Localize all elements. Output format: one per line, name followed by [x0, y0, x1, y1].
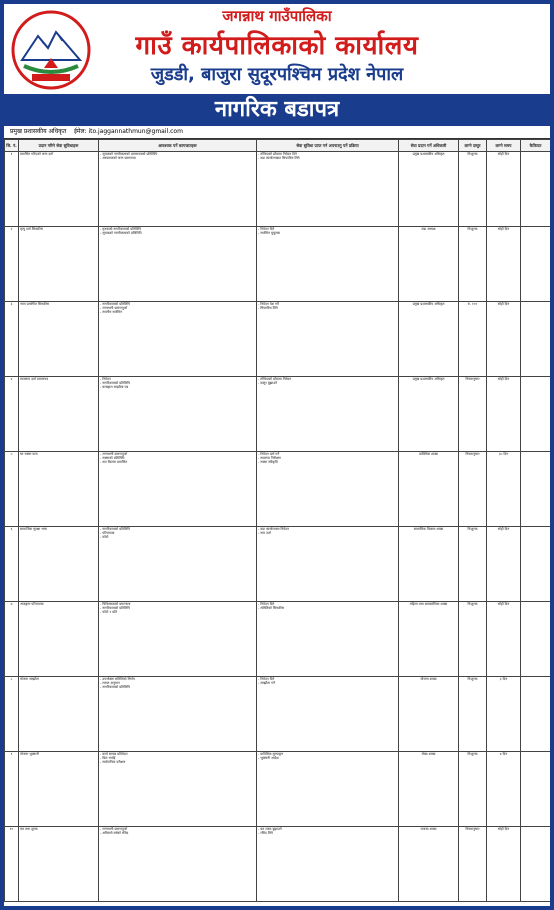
note [521, 302, 551, 377]
service-name: योजना भुक्तानी [19, 752, 99, 827]
officers-line [4, 126, 550, 139]
document-item: - परिचयपत्र [100, 531, 115, 535]
service-name: प्रमाणित गरिएको जन्म दर्ता [19, 152, 99, 227]
info-officer: प्रमुख प्रशासकीय अधिकृत [10, 128, 67, 135]
process-item: - रसिद लिने [258, 831, 273, 835]
process-item: - कर रकम बुझाउने [258, 827, 282, 831]
service-officer: वडा अध्यक्ष [399, 227, 459, 302]
column-header: कैफियत [521, 140, 551, 152]
document-item: - स्थानीय सर्जमिन [100, 310, 122, 314]
document-item: - नागरिकताको प्रतिलिपि [100, 302, 130, 306]
service-name: नाता प्रमाणित सिफारिस [19, 302, 99, 377]
row-number: ८ [5, 677, 19, 752]
service-officer: लेखा शाखा [399, 752, 459, 827]
service-officer: प्रमुख प्रशासकीय अधिकृत [399, 152, 459, 227]
process-item: - दस्तुर बुझाउने [258, 381, 277, 385]
table-row [5, 302, 551, 377]
row-number: १० [5, 827, 19, 902]
fee: निःशुल्क [459, 677, 487, 752]
document-item: - जग्गाधनी प्रमाणपुर्जा [100, 827, 128, 831]
email-label: ईमेल: [73, 128, 87, 135]
table-row [5, 527, 551, 602]
service-name: कर तथा शुल्क [19, 827, 99, 902]
note [521, 452, 551, 527]
fee: निःशुल्क [459, 602, 487, 677]
fee: नियमानुसार [459, 827, 487, 902]
process-item: - निवेदन दर्ता गर्ने [258, 452, 280, 456]
row-number: ५ [5, 452, 19, 527]
service-officer: योजना शाखा [399, 677, 459, 752]
office-name: गाउँ कार्यपालिकाको कार्यालय [135, 31, 419, 61]
document-item: - सुचकको नागरिकताको प्रमाणपत्रको प्रतिलिपि [100, 152, 158, 156]
service-name: व्यवसाय दर्ता प्रमाणपत्र [19, 377, 99, 452]
note [521, 752, 551, 827]
service-name: योजना सम्झौता [19, 677, 99, 752]
column-header: सेवा सुविधा प्राप्त गर्न अपनाउनु पर्ने प्रक्रिया [257, 140, 399, 152]
required-documents [99, 302, 257, 377]
process-item: - नक्सा स्वीकृति [258, 460, 278, 464]
process-item: - निवेदन दिने [258, 227, 275, 231]
fee: निःशुल्क [459, 227, 487, 302]
note [521, 152, 551, 227]
process-item: - निवेदन दिने [258, 602, 275, 606]
row-number: ४ [5, 377, 19, 452]
office-address: जुडडी, बाजुरा सुदूरपश्चिम प्रदेश नेपाल [150, 64, 404, 85]
process-item: - समितिको सिफारिस [258, 606, 285, 610]
note [521, 602, 551, 677]
required-documents [99, 227, 257, 302]
document-item: - नागरिकताको प्रतिलिपि [100, 527, 130, 531]
municipality-name: जगन्नाथ गाउँपालिका [222, 7, 332, 25]
time: ३५ दिन [487, 452, 521, 527]
row-number: ३ [5, 302, 19, 377]
time: सोही दिन [487, 302, 521, 377]
time: ३ दिन [487, 677, 521, 752]
time: सोही दिन [487, 827, 521, 902]
time: सोही दिन [487, 527, 521, 602]
required-documents [99, 452, 257, 527]
required-documents [99, 827, 257, 902]
row-number: ९ [5, 752, 19, 827]
note [521, 827, 551, 902]
table-row [5, 827, 551, 902]
document-item: - नागरिकताको प्रतिलिपि [100, 381, 130, 385]
document-item: - चिकित्सकको प्रमाणपत्र [100, 602, 131, 606]
row-number: ६ [5, 527, 19, 602]
column-header: सि. नं. [5, 140, 19, 152]
fee: निःशुल्क [459, 527, 487, 602]
email-value: ito.jaggannathmun@gmail.com [88, 128, 183, 135]
document-item: - बिल भर्पाई [100, 756, 116, 760]
document-item: - नागरिकताको प्रतिलिपि [100, 685, 130, 689]
note [521, 527, 551, 602]
table-body [5, 152, 551, 902]
fee: निःशुल्क [459, 752, 487, 827]
process-item: - निवेदन दिने [258, 677, 275, 681]
document-item: - फोटो २ प्रति [100, 610, 118, 614]
row-number: १ [5, 152, 19, 227]
service-name: मृत्यु दर्ता सिफारिस [19, 227, 99, 302]
document-item: - नागरिकताको प्रतिलिपि [100, 606, 130, 610]
document-item: - फोटो [100, 535, 109, 539]
process-item: - स्थलगत निरीक्षण [258, 456, 281, 460]
table-row [5, 377, 551, 452]
column-header: आवश्यक पर्ने कागजातहरू [99, 140, 257, 152]
table-row [5, 677, 551, 752]
process-steps [257, 527, 399, 602]
column-header: सेवा प्रदान गर्ने अधिकारी [399, 140, 459, 152]
process-steps [257, 227, 399, 302]
document-item: - नक्साको प्रतिलिपि [100, 456, 125, 460]
document-item: - कार्य सम्पन्न प्रतिवेदन [100, 752, 128, 756]
process-item: - सर्जमिन मुचुल्का [258, 231, 281, 235]
note [521, 677, 551, 752]
process-item: - सिफारिस लिने [258, 306, 278, 310]
document-item: - मृतकको नागरिकताको प्रतिलिपि [100, 227, 142, 231]
required-documents [99, 152, 257, 227]
process-item: - भुक्तानी आदेश [258, 756, 279, 760]
column-header: प्रदान गरिने सेवा सुविधाहरू [19, 140, 99, 152]
note [521, 377, 551, 452]
document-item: - जग्गाधनी प्रमाणपुर्जा [100, 452, 128, 456]
process-item: - तोकिएको ढाँचामा निवेदन [258, 377, 292, 381]
document-item: - लागत अनुमान [100, 681, 120, 685]
row-number: ७ [5, 602, 19, 677]
services-table [4, 139, 551, 902]
service-name: अपाङ्गता परिचयपत्र [19, 602, 99, 677]
required-documents [99, 377, 257, 452]
service-name: सामाजिक सुरक्षा भत्ता [19, 527, 99, 602]
time: ७ दिन [487, 752, 521, 827]
time: सोही दिन [487, 377, 521, 452]
service-officer: प्रमुख प्रशासकीय अधिकृत [399, 302, 459, 377]
process-item: - वडा कार्यालयमा निवेदन [258, 527, 289, 531]
required-documents [99, 677, 257, 752]
process-item: - नाम दर्ता [258, 531, 271, 535]
document-item: - जग्गाधनी प्रमाणपुर्जा [100, 306, 128, 310]
process-steps [257, 752, 399, 827]
service-officer: राजस्व शाखा [399, 827, 459, 902]
document-item: - अस्पतालको जन्म प्रमाणपत्र [100, 156, 136, 160]
service-officer: प्रमुख प्रशासकीय अधिकृत [399, 377, 459, 452]
column-header: लाग्ने समय [487, 140, 521, 152]
document-item: - सार्वजनिक परीक्षण [100, 760, 126, 764]
document-item: - निवेदन [100, 377, 111, 381]
page-title-banner: नागरिक बडापत्र [4, 94, 550, 126]
fee: नियमानुसार [459, 452, 487, 527]
required-documents [99, 527, 257, 602]
document-item: - चार किल्ला प्रमाणित [100, 460, 128, 464]
required-documents [99, 602, 257, 677]
document-item: - सुचकको नागरिकताको प्रतिलिपि [100, 231, 142, 235]
service-officer: सामाजिक विकास शाखा [399, 527, 459, 602]
process-steps [257, 602, 399, 677]
header [4, 4, 550, 94]
service-officer: महिला तथा बालबालिका शाखा [399, 602, 459, 677]
process-steps [257, 152, 399, 227]
time: सोही दिन [487, 227, 521, 302]
time: सोही दिन [487, 152, 521, 227]
fee: रु. १०० [459, 302, 487, 377]
column-header: लाग्ने दस्तुर [459, 140, 487, 152]
table-header-row [5, 140, 551, 152]
table-row [5, 602, 551, 677]
process-steps [257, 452, 399, 527]
row-number: २ [5, 227, 19, 302]
service-officer: प्राविधिक शाखा [399, 452, 459, 527]
process-steps [257, 377, 399, 452]
document-item: - उपभोक्ता समितिको निर्णय [100, 677, 135, 681]
process-steps [257, 827, 399, 902]
note [521, 227, 551, 302]
process-item: - वडा कार्यालयबाट सिफारिस लिने [258, 156, 300, 160]
table-row [5, 452, 551, 527]
process-steps [257, 302, 399, 377]
document-item: - अघिल्लो वर्षको रसिद [100, 831, 129, 835]
table-row [5, 152, 551, 227]
fee: नियमानुसार [459, 377, 487, 452]
process-item: - निवेदन पेश गर्ने [258, 302, 279, 306]
table-row [5, 752, 551, 827]
table-row [5, 227, 551, 302]
fee: निःशुल्क [459, 152, 487, 227]
time: सोही दिन [487, 602, 521, 677]
required-documents [99, 752, 257, 827]
document-item: - घरबहाल सम्झौता पत्र [100, 385, 129, 389]
process-item: - सम्झौता गर्ने [258, 681, 275, 685]
process-item: - तोकिएको ढाँचामा निवेदन दिने [258, 152, 297, 156]
service-name: घर नक्सा पास [19, 452, 99, 527]
process-steps [257, 677, 399, 752]
process-item: - प्राविधिक मूल्याङ्कन [258, 752, 283, 756]
